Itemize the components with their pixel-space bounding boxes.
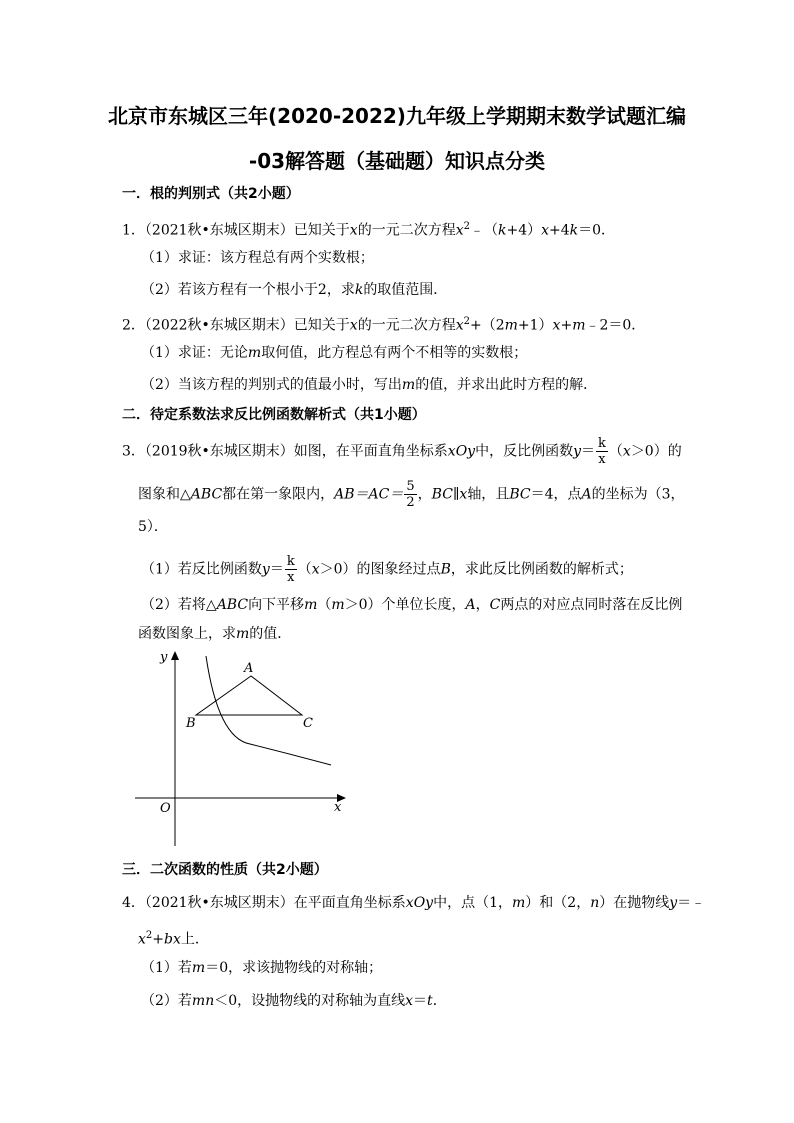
section-heading-2: 二．待定系数法求反比例函数解析式（共1小题） [122, 407, 426, 423]
question-3-stem-line-3: 5）． [138, 519, 168, 535]
section-heading-3: 三．二次函数的性质（共2小题） [122, 862, 328, 878]
question-2-part-2: （2）当该方程的判别式的值最小时，写出m的值，并求出此时方程的解． [141, 377, 598, 393]
question-4-part-2: （2）若mn＜0，设抛物线的对称轴为直线x＝t． [141, 993, 447, 1009]
triangle-abc [196, 676, 302, 715]
question-4-part-1: （1）若m＝0，求该抛物线的对称轴； [141, 960, 383, 976]
question-1-part-1: （1）求证：该方程总有两个实数根； [141, 250, 374, 266]
label-b: B [186, 716, 196, 731]
question-1-part-2: （2）若该方程有一个根小于2，求k的取值范围． [141, 282, 448, 298]
question-3-stem-line-1: 3．（2019秋•东城区期末）如图，在平面直角坐标系xOy中，反比例函数y＝ $\frac{k}{x}$ （x＞0）的 [122, 436, 682, 467]
label-origin: O [160, 801, 171, 816]
label-a: A [244, 661, 254, 676]
label-y: y [160, 650, 168, 665]
question-4-stem-line-2: $x^2+bx$上． [138, 930, 209, 948]
y-axis-arrow [171, 651, 179, 660]
label-c: C [303, 716, 313, 731]
document-title-line-2: -03解答题（基础题）知识点分类 [248, 149, 546, 173]
question-2-stem: 2．（2022秋•东城区期末）已知关于x的一元二次方程$x^2+(2m+1)x+m﹣2=0$． [122, 316, 646, 334]
question-1-stem: 1．（2021秋•东城区期末）已知关于x的一元二次方程$x^2﹣(k+4)x+4k=0$． [122, 221, 616, 239]
hyperbola-curve [206, 656, 331, 765]
question-3-part-1: （1）若反比例函数y＝ $\frac{k}{x}$ （x＞0）的图象经过点B，求此反比例函数的解析式； [141, 554, 633, 585]
question-3-part-2-line-1: （2）若将△ABC向下平移m（m＞0）个单位长度，A，C两点的对应点同时落在反比例 [141, 597, 683, 613]
question-4-stem-line-1: 4．（2021秋•东城区期末）在平面直角坐标系xOy中，点（1，m）和（2，n）在抛物线y＝﹣ [122, 895, 706, 911]
question-3-part-2-line-2: 函数图象上，求m的值． [138, 626, 292, 642]
document-title-line-1: 北京市东城区三年(2020-2022)九年级上学期期末数学试题汇编 [108, 104, 686, 128]
question-3-stem-line-2: 图象和△ABC都在第一象限内，AB＝AC＝ $\frac{5}{2}$ ，BC∥x轴，且BC＝4，点A的坐标为（3， [138, 479, 685, 510]
section-heading-1: 一．根的判别式（共2小题） [122, 186, 300, 202]
label-x: x [334, 800, 342, 815]
coordinate-figure [130, 648, 360, 848]
question-2-part-1: （1）求证：无论m取何值，此方程总有两个不相等的实数根； [141, 345, 528, 361]
